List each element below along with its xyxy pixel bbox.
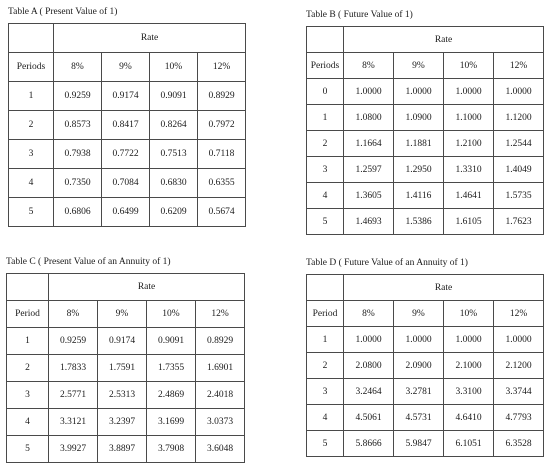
table-b-block bbox=[306, 10, 544, 235]
period-cell: 2 bbox=[307, 131, 344, 157]
rate-label: Rate bbox=[344, 27, 544, 53]
value-cell: 0.9091 bbox=[147, 328, 196, 355]
value-cell: 1.3605 bbox=[344, 183, 394, 209]
period-cell: 5 bbox=[9, 198, 54, 227]
value-cell: 2.1200 bbox=[494, 353, 544, 379]
table-row bbox=[7, 436, 245, 463]
value-cell: 1.0000 bbox=[444, 79, 494, 105]
table-row bbox=[307, 209, 544, 235]
value-cell: 3.3121 bbox=[49, 409, 98, 436]
period-cell: 5 bbox=[307, 431, 344, 457]
value-cell: 0.8929 bbox=[198, 82, 246, 111]
table-row bbox=[307, 79, 544, 105]
period-cell: 0 bbox=[307, 79, 344, 105]
value-cell: 0.6830 bbox=[150, 169, 198, 198]
period-header: Period bbox=[307, 301, 344, 327]
value-cell: 1.0000 bbox=[494, 79, 544, 105]
rate-header-row bbox=[307, 275, 544, 301]
value-cell: 1.0800 bbox=[344, 105, 394, 131]
value-cell: 0.9259 bbox=[54, 82, 102, 111]
value-cell: 0.9091 bbox=[150, 82, 198, 111]
value-cell: 1.2597 bbox=[344, 157, 394, 183]
value-cell: 3.7908 bbox=[147, 436, 196, 463]
table-d-caption: Table D ( Future Value of an Annuity of 1) bbox=[306, 258, 468, 268]
table-b-body bbox=[307, 27, 544, 235]
table-row bbox=[307, 405, 544, 431]
value-cell: 5.8666 bbox=[344, 431, 394, 457]
value-cell: 1.4641 bbox=[444, 183, 494, 209]
value-cell: 1.7833 bbox=[49, 355, 98, 382]
value-cell: 2.4869 bbox=[147, 382, 196, 409]
value-cell: 1.1200 bbox=[494, 105, 544, 131]
value-cell: 1.0000 bbox=[494, 327, 544, 353]
value-cell: 0.8573 bbox=[54, 111, 102, 140]
period-cell: 1 bbox=[7, 328, 49, 355]
period-cell: 5 bbox=[307, 209, 344, 235]
table-row bbox=[7, 409, 245, 436]
value-cell: 1.0000 bbox=[344, 79, 394, 105]
value-cell: 3.3100 bbox=[444, 379, 494, 405]
table-row bbox=[9, 111, 246, 140]
table-b bbox=[306, 26, 544, 235]
table-row bbox=[9, 198, 246, 227]
value-cell: 4.6410 bbox=[444, 405, 494, 431]
value-cell: 4.5061 bbox=[344, 405, 394, 431]
period-header: Period bbox=[7, 301, 49, 328]
value-cell: 1.0900 bbox=[394, 105, 444, 131]
value-cell: 4.7793 bbox=[494, 405, 544, 431]
value-cell: 3.3744 bbox=[494, 379, 544, 405]
value-cell: 2.5313 bbox=[98, 382, 147, 409]
value-cell: 1.0000 bbox=[444, 327, 494, 353]
period-cell: 3 bbox=[307, 379, 344, 405]
value-cell: 2.4018 bbox=[196, 382, 245, 409]
value-cell: 1.4693 bbox=[344, 209, 394, 235]
table-d-body bbox=[307, 275, 544, 457]
value-cell: 1.2544 bbox=[494, 131, 544, 157]
value-cell: 3.6048 bbox=[196, 436, 245, 463]
value-cell: 0.6355 bbox=[198, 169, 246, 198]
period-cell: 2 bbox=[307, 353, 344, 379]
value-cell: 3.8897 bbox=[98, 436, 147, 463]
table-row bbox=[307, 131, 544, 157]
value-cell: 0.5674 bbox=[198, 198, 246, 227]
period-cell: 1 bbox=[9, 82, 54, 111]
value-cell: 1.0000 bbox=[394, 327, 444, 353]
value-cell: 1.5386 bbox=[394, 209, 444, 235]
value-cell: 0.7118 bbox=[198, 140, 246, 169]
value-cell: 3.1699 bbox=[147, 409, 196, 436]
value-cell: 5.9847 bbox=[394, 431, 444, 457]
table-row bbox=[9, 169, 246, 198]
table-c-block bbox=[6, 257, 245, 463]
value-cell: 1.4116 bbox=[394, 183, 444, 209]
rate-header: 10% bbox=[147, 301, 196, 328]
rate-label: Rate bbox=[49, 274, 245, 301]
table-row bbox=[307, 353, 544, 379]
value-cell: 0.8929 bbox=[196, 328, 245, 355]
value-cell: 1.4049 bbox=[494, 157, 544, 183]
period-cell: 3 bbox=[7, 382, 49, 409]
value-cell: 1.5735 bbox=[494, 183, 544, 209]
value-cell: 2.0800 bbox=[344, 353, 394, 379]
value-cell: 0.8417 bbox=[102, 111, 150, 140]
value-cell: 1.1664 bbox=[344, 131, 394, 157]
value-cell: 3.0373 bbox=[196, 409, 245, 436]
period-cell: 1 bbox=[307, 327, 344, 353]
period-cell: 5 bbox=[7, 436, 49, 463]
rate-header: 9% bbox=[394, 301, 444, 327]
value-cell: 3.2464 bbox=[344, 379, 394, 405]
rate-header: 12% bbox=[494, 53, 544, 79]
rate-header: 12% bbox=[494, 301, 544, 327]
value-cell: 1.6105 bbox=[444, 209, 494, 235]
value-cell: 3.2397 bbox=[98, 409, 147, 436]
value-cell: 1.1000 bbox=[444, 105, 494, 131]
value-cell: 0.6209 bbox=[150, 198, 198, 227]
period-cell: 4 bbox=[307, 183, 344, 209]
table-d bbox=[306, 274, 544, 457]
value-cell: 0.9174 bbox=[102, 82, 150, 111]
value-cell: 0.7513 bbox=[150, 140, 198, 169]
rate-header: 12% bbox=[198, 53, 246, 82]
rate-header: 12% bbox=[196, 301, 245, 328]
value-cell: 0.7350 bbox=[54, 169, 102, 198]
value-cell: 1.2950 bbox=[394, 157, 444, 183]
value-cell: 2.5771 bbox=[49, 382, 98, 409]
column-header-row bbox=[7, 301, 245, 328]
value-cell: 1.7591 bbox=[98, 355, 147, 382]
value-cell: 2.0900 bbox=[394, 353, 444, 379]
rate-header: 9% bbox=[102, 53, 150, 82]
table-row bbox=[307, 379, 544, 405]
table-row bbox=[307, 327, 544, 353]
value-cell: 1.2100 bbox=[444, 131, 494, 157]
corner-cell bbox=[307, 27, 344, 53]
period-cell: 2 bbox=[7, 355, 49, 382]
rate-header: 8% bbox=[344, 301, 394, 327]
value-cell: 0.7084 bbox=[102, 169, 150, 198]
table-a-body bbox=[9, 24, 246, 227]
value-cell: 1.1881 bbox=[394, 131, 444, 157]
rate-label: Rate bbox=[344, 275, 544, 301]
rate-header: 10% bbox=[444, 301, 494, 327]
value-cell: 1.7623 bbox=[494, 209, 544, 235]
column-header-row bbox=[307, 301, 544, 327]
rate-header: 8% bbox=[344, 53, 394, 79]
value-cell: 1.7355 bbox=[147, 355, 196, 382]
value-cell: 4.5731 bbox=[394, 405, 444, 431]
table-c-caption: Table C ( Present Value of an Annuity of 1) bbox=[6, 257, 171, 267]
rate-header-row bbox=[307, 27, 544, 53]
period-cell: 3 bbox=[9, 140, 54, 169]
table-row bbox=[307, 183, 544, 209]
period-cell: 2 bbox=[9, 111, 54, 140]
period-cell: 4 bbox=[7, 409, 49, 436]
value-cell: 1.0000 bbox=[394, 79, 444, 105]
rate-header-row bbox=[9, 24, 246, 53]
table-row bbox=[307, 431, 544, 457]
table-row bbox=[307, 157, 544, 183]
value-cell: 1.0000 bbox=[344, 327, 394, 353]
rate-header-row bbox=[7, 274, 245, 301]
corner-cell bbox=[7, 274, 49, 301]
table-a-block bbox=[8, 7, 246, 227]
table-b-caption: Table B ( Future Value of 1) bbox=[306, 10, 413, 20]
value-cell: 0.7938 bbox=[54, 140, 102, 169]
rate-header: 9% bbox=[394, 53, 444, 79]
value-cell: 6.3528 bbox=[494, 431, 544, 457]
table-row bbox=[9, 82, 246, 111]
rate-header: 8% bbox=[49, 301, 98, 328]
period-header: Periods bbox=[307, 53, 344, 79]
rate-header: 8% bbox=[54, 53, 102, 82]
table-row bbox=[7, 328, 245, 355]
period-header: Periods bbox=[9, 53, 54, 82]
table-row bbox=[7, 382, 245, 409]
value-cell: 6.1051 bbox=[444, 431, 494, 457]
table-c-body bbox=[7, 274, 245, 463]
rate-header: 10% bbox=[150, 53, 198, 82]
value-cell: 0.7972 bbox=[198, 111, 246, 140]
value-cell: 0.6806 bbox=[54, 198, 102, 227]
table-row bbox=[9, 140, 246, 169]
value-cell: 0.8264 bbox=[150, 111, 198, 140]
period-cell: 1 bbox=[307, 105, 344, 131]
value-cell: 1.6901 bbox=[196, 355, 245, 382]
value-cell: 3.9927 bbox=[49, 436, 98, 463]
table-row bbox=[7, 355, 245, 382]
value-cell: 0.7722 bbox=[102, 140, 150, 169]
rate-header: 10% bbox=[444, 53, 494, 79]
value-cell: 0.9174 bbox=[98, 328, 147, 355]
rate-label: Rate bbox=[54, 24, 246, 53]
column-header-row bbox=[307, 53, 544, 79]
value-cell: 0.6499 bbox=[102, 198, 150, 227]
period-cell: 4 bbox=[9, 169, 54, 198]
table-d-block bbox=[306, 258, 544, 457]
value-cell: 2.1000 bbox=[444, 353, 494, 379]
value-cell: 3.2781 bbox=[394, 379, 444, 405]
value-cell: 1.3310 bbox=[444, 157, 494, 183]
period-cell: 3 bbox=[307, 157, 344, 183]
table-row bbox=[307, 105, 544, 131]
corner-cell bbox=[9, 24, 54, 53]
table-a bbox=[8, 23, 246, 227]
rate-header: 9% bbox=[98, 301, 147, 328]
column-header-row bbox=[9, 53, 246, 82]
corner-cell bbox=[307, 275, 344, 301]
table-a-caption: Table A ( Present Value of 1) bbox=[8, 7, 118, 17]
value-cell: 0.9259 bbox=[49, 328, 98, 355]
table-c bbox=[6, 273, 245, 463]
period-cell: 4 bbox=[307, 405, 344, 431]
